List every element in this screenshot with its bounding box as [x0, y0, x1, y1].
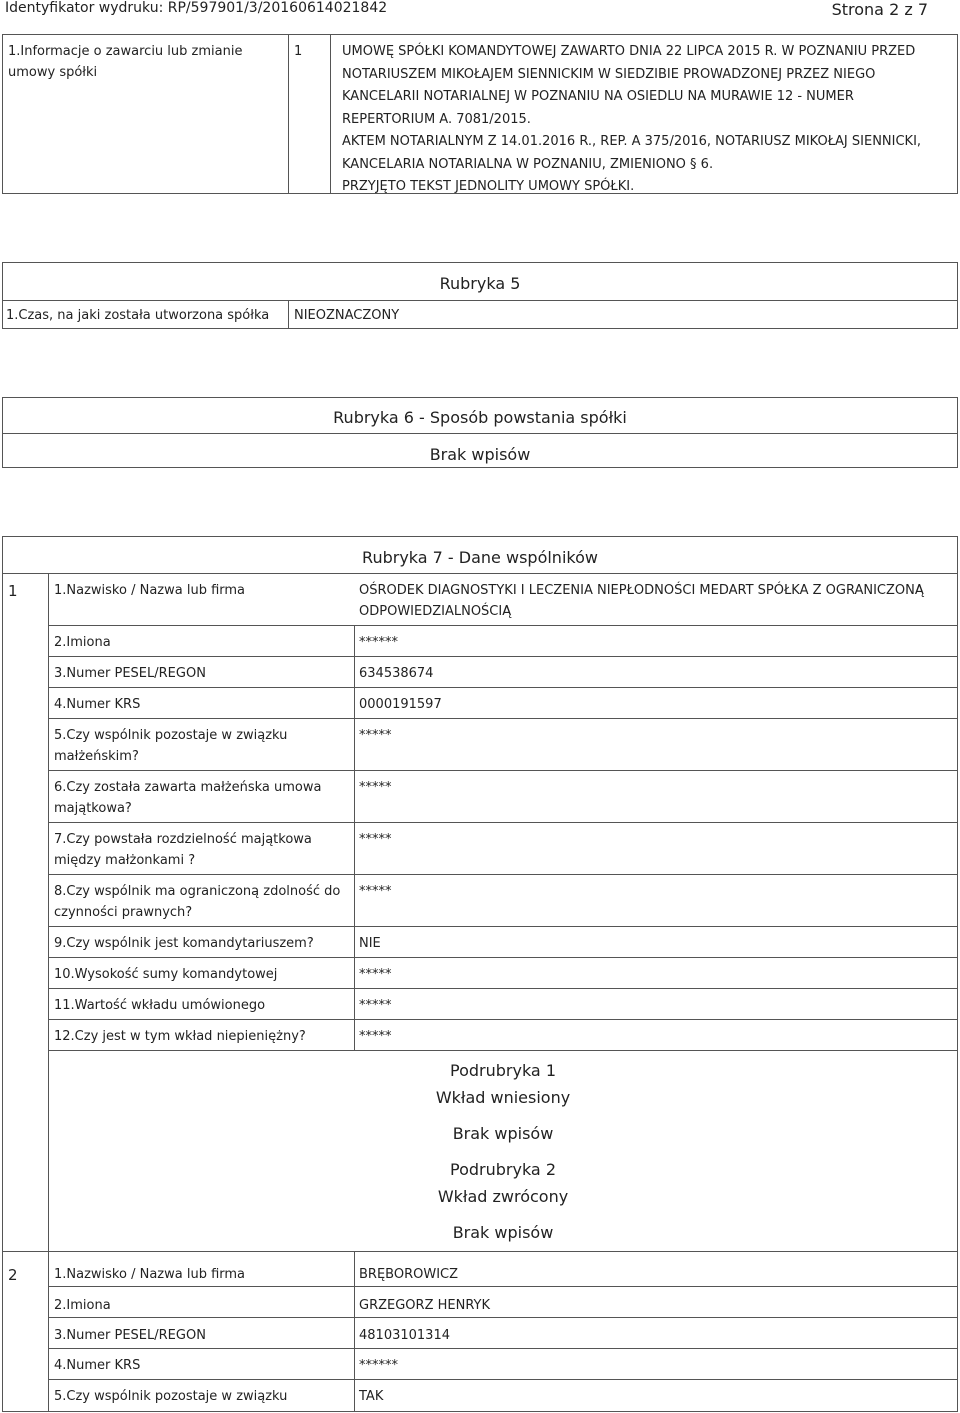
section-1-number: 1 — [294, 44, 303, 59]
partner-1-q5-value: ***** — [359, 728, 392, 743]
partner-1-first-names-label: 2.Imiona — [54, 635, 111, 650]
rubryka-6-title: Rubryka 6 - Sposób powstania spółki — [333, 408, 627, 427]
subsection-2-subtitle: Wkład zwrócony — [437, 1187, 569, 1206]
partner-1-q6-value: ***** — [359, 780, 392, 795]
subsection-1-subtitle: Wkład wniesiony — [435, 1088, 571, 1107]
partner-1-q6-label: 6.Czy została zawarta małżeńska umowa majątkowa? — [54, 780, 322, 816]
subsection-1-empty: Brak wpisów — [452, 1124, 554, 1143]
partner-2-pesel: 48103101314 — [359, 1328, 450, 1343]
partner-2-name-label: 1.Nazwisko / Nazwa lub firma — [54, 1267, 246, 1282]
print-identifier: Identyfikator wydruku: RP/597901/3/20160614021842 — [5, 0, 388, 16]
partner-1-pesel-label: 3.Numer PESEL/REGON — [54, 666, 206, 681]
partner-1-q10-value: ***** — [359, 967, 392, 982]
partner-1-krs-label: 4.Numer KRS — [54, 697, 141, 712]
subsection-2-empty: Brak wpisów — [452, 1223, 554, 1242]
partner-2-pesel-label: 3.Numer PESEL/REGON — [54, 1328, 206, 1343]
partner-1-q7-label: 7.Czy powstała rozdzielność majątkowa między małżonkami ? — [54, 832, 312, 868]
partner-1-q8-label: 8.Czy wspólnik ma ograniczoną zdolność do czynności prawnych? — [54, 884, 341, 920]
partner-2-krs-label: 4.Numer KRS — [54, 1358, 141, 1373]
section-1-label: 1.Informacje o zawarciu lub zmianie umowy spółki — [8, 44, 243, 80]
section-1-text: UMOWĘ SPÓŁKI KOMANDYTOWEJ ZAWARTO DNIA 22 LIPCA 2015 R. W POZNANIU PRZED NOTARIUSZEM MIKOŁAJEM SIENNICKIM W SIEDZIBIE PROWADZONEJ PRZEZ NIEGO KANCELARII NOTARIALNEJ W POZNANIU NA OSIEDLU NA MURAWIE 12 - NUMER REPERTORIUM A. 7081/2015. AKTEM NOTARIALNYM Z 14.01.2016 R., REP. A 375/2016, NOTARIUSZ MIKOŁAJ SIENNICKI, KANCELARIA NOTARIALNA W POZNANIU, ZMIENIONO § 6. PRZYJĘTO TEKST JEDNOLITY UMOWY SPÓŁKI. — [342, 44, 922, 194]
partner-2-first-names-label: 2.Imiona — [54, 1298, 111, 1313]
partner-2-first-names: GRZEGORZ HENRYK — [359, 1298, 490, 1313]
subsection-1-title: Podrubryka 1 — [450, 1061, 556, 1080]
partner-2-q5-value: TAK — [359, 1389, 384, 1404]
partner-1-number: 1 — [8, 582, 18, 600]
partner-1-q11-value: ***** — [359, 998, 392, 1013]
partner-2-q5-label: 5.Czy wspólnik pozostaje w związku — [54, 1389, 288, 1404]
partner-1-q10-label: 10.Wysokość sumy komandytowej — [54, 967, 278, 982]
partner-1-krs: 0000191597 — [359, 697, 442, 712]
partner-1-pesel: 634538674 — [359, 666, 434, 681]
subsection-2-title: Podrubryka 2 — [450, 1160, 556, 1179]
partner-1-q11-label: 11.Wartość wkładu umówionego — [54, 998, 266, 1013]
partner-1-q9-label: 9.Czy wspólnik jest komandytariuszem? — [54, 936, 314, 951]
rubryka-7-title: Rubryka 7 - Dane wspólników — [362, 548, 598, 567]
partner-1-q7-value: ***** — [359, 832, 392, 847]
page-number: Strona 2 z 7 — [831, 0, 928, 19]
partner-1-q12-value: ***** — [359, 1029, 392, 1044]
partner-2-krs: ****** — [359, 1358, 398, 1373]
partner-1-first-names: ****** — [359, 635, 398, 650]
partner-1-q5-label: 5.Czy wspólnik pozostaje w związku małżeńskim? — [54, 728, 288, 764]
rubryka-5-label: 1.Czas, na jaki została utworzona spółka — [6, 308, 270, 323]
partner-1-q8-value: ***** — [359, 884, 392, 899]
partner-1-q9-value: NIE — [359, 936, 381, 951]
partner-2-number: 2 — [8, 1266, 18, 1284]
partner-1-name-label: 1.Nazwisko / Nazwa lub firma — [54, 583, 246, 598]
partner-1-name: OŚRODEK DIAGNOSTYKI I LECZENIA NIEPŁODNOŚCI MEDART SPÓŁKA Z OGRANICZONĄ ODPOWIEDZIALNOŚCIĄ — [359, 583, 924, 619]
partner-1-q12-label: 12.Czy jest w tym wkład niepieniężny? — [54, 1029, 306, 1044]
rubryka-6-empty: Brak wpisów — [429, 445, 531, 464]
rubryka-5-title: Rubryka 5 — [439, 274, 521, 293]
rubryka-5-value: NIEOZNACZONY — [294, 308, 400, 323]
partner-2-name: BRĘBOROWICZ — [359, 1267, 459, 1282]
